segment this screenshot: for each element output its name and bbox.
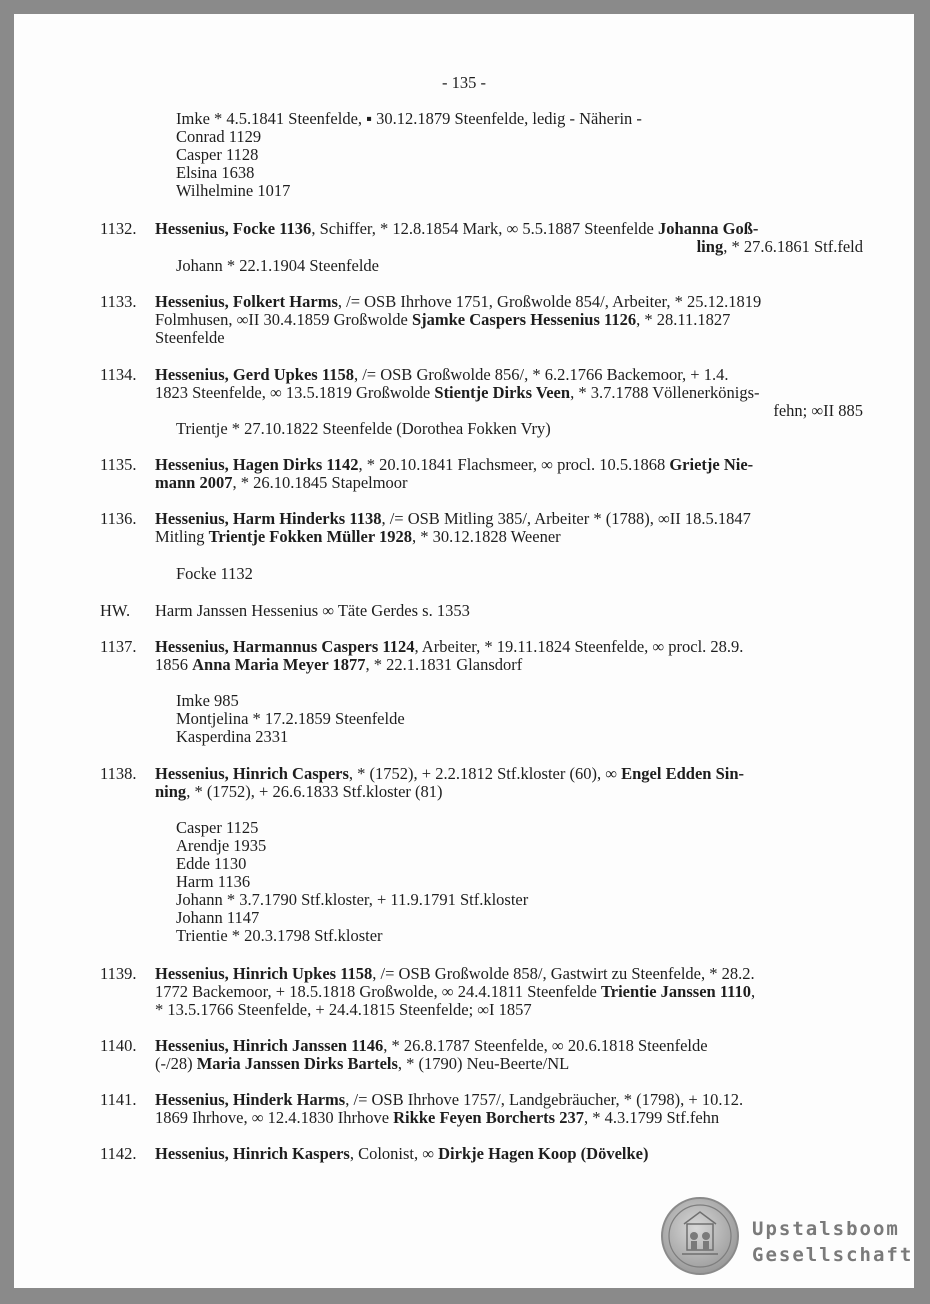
spouse-name: Maria Janssen Dirks Bartels: [196, 1054, 398, 1073]
entry-text: , Arbeiter, * 19.11.1824 Steenfelde, ∞ procl. 28.9.: [414, 637, 744, 656]
entry-number: 1132.: [100, 219, 137, 238]
spouse-name: Engel Edden Sin-: [621, 764, 745, 783]
person-name: Hessenius, Hinrich Kaspers: [155, 1144, 350, 1163]
entry-line: [155, 456, 753, 474]
entry-line: [155, 965, 755, 983]
entry-number: 1135.: [100, 455, 137, 474]
child-line: Trientie * 20.3.1798 Stf.kloster: [176, 926, 383, 945]
entry-text: (-/28): [155, 1054, 197, 1073]
entry-text: , * 4.3.1799 Stf.fehn: [583, 1108, 720, 1127]
document-page: [14, 14, 914, 1288]
spouse-name: Sjamke Caspers Hessenius 1126: [411, 310, 637, 329]
spouse-name: Dirkje Hagen Koop (Dövelke): [438, 1144, 649, 1163]
person-name: Hessenius, Hinderk Harms: [155, 1090, 346, 1109]
entry-text: , /= OSB Ihrhove 1751, Großwolde 854/, Arbeiter, * 25.12.1819: [337, 292, 762, 311]
entry-text: , * 30.12.1828 Weener: [411, 527, 561, 546]
spouse-name: Anna Maria Meyer 1877: [192, 655, 366, 674]
child-line: Trientje * 27.10.1822 Steenfelde (Dorothea Fokken Vry): [176, 419, 551, 438]
entry-text: , /= OSB Großwolde 858/, Gastwirt zu Steenfelde, * 28.2.: [372, 964, 755, 983]
entry-number: 1134.: [100, 365, 137, 384]
seal-icon: [660, 1196, 740, 1276]
entry-text: , /= OSB Mitling 385/, Arbeiter * (1788), ∞II 18.5.1847: [381, 509, 751, 528]
entry-line: [155, 1037, 708, 1055]
entry-number: 1140.: [100, 1036, 137, 1055]
entry-text: Mitling: [155, 527, 209, 546]
spouse-name: Grietje Nie-: [669, 455, 754, 474]
entry-number: 1141.: [100, 1090, 137, 1109]
child-line: Johann * 22.1.1904 Steenfelde: [176, 256, 380, 275]
child-line: Focke 1132: [176, 564, 253, 583]
child-line: Casper 1128: [176, 145, 259, 164]
spouse-name: Trientje Fokken Müller 1928: [208, 527, 412, 546]
entry-line: [155, 765, 744, 783]
child-line: Johann 1147: [176, 908, 260, 927]
entry-line: [155, 311, 730, 329]
person-name: Hessenius, Gerd Upkes 1158: [155, 365, 354, 384]
logo-line: Upstalsboom: [752, 1218, 900, 1240]
person-name: Hessenius, Hinrich Janssen 1146: [155, 1036, 384, 1055]
entry-text: , * (1752), + 26.6.1833 Stf.kloster (81): [186, 782, 443, 801]
person-name: Hessenius, Folkert Harms: [155, 292, 338, 311]
entry-line: [697, 238, 863, 256]
child-line: Casper 1125: [176, 818, 259, 837]
entry-number: 1136.: [100, 509, 137, 528]
child-line: Harm 1136: [176, 872, 251, 891]
entry-line: [155, 384, 760, 402]
entry-line: Imke * 4.5.1841 Steenfelde, ▪ 30.12.1879 Steenfelde, ledig - Näherin -: [176, 109, 642, 128]
entry-text: ,: [751, 982, 756, 1001]
entry-line: [155, 656, 522, 674]
child-line: Arendje 1935: [176, 836, 267, 855]
entry-number: 1142.: [100, 1144, 137, 1163]
entry-text: 1823 Steenfelde, ∞ 13.5.1819 Großwolde: [155, 383, 435, 402]
spouse-name: ning: [155, 782, 187, 801]
entry-line: fehn; ∞II 885: [773, 401, 863, 420]
entry-line: [155, 510, 751, 528]
person-name: Hessenius, Focke 1136: [155, 219, 312, 238]
entry-text: , * (1752), + 2.2.1812 Stf.kloster (60), ∞: [348, 764, 622, 783]
entry-number: HW.: [100, 601, 131, 620]
entry-number: 1138.: [100, 764, 137, 783]
entry-line: [155, 638, 743, 656]
entry-line: [155, 474, 408, 492]
child-line: Kasperdina 2331: [176, 727, 289, 746]
spouse-name: mann 2007: [155, 473, 233, 492]
entry-text: , * 28.11.1827: [636, 310, 731, 329]
entry-line: [155, 293, 761, 311]
person-name: Hessenius, Hinrich Caspers: [155, 764, 349, 783]
entry-line: [155, 783, 443, 801]
child-line: Elsina 1638: [176, 163, 255, 182]
spouse-name: Rikke Feyen Borcherts 237: [393, 1108, 584, 1127]
child-line: Johann * 3.7.1790 Stf.kloster, + 11.9.1791 Stf.kloster: [176, 890, 529, 909]
spouse-name: Trientie Janssen 1110: [600, 982, 752, 1001]
entry-text: , * 26.10.1845 Stapelmoor: [232, 473, 408, 492]
entry-line: [155, 1055, 569, 1073]
spouse-name: ling: [696, 237, 724, 256]
person-name: Hessenius, Hagen Dirks 1142: [155, 455, 359, 474]
child-line: Montjelina * 17.2.1859 Steenfelde: [176, 709, 405, 728]
page-number: - 135 -: [442, 73, 486, 92]
entry-line: [155, 220, 758, 238]
entry-text: , /= OSB Ihrhove 1757/, Landgebräucher, * (1798), + 10.12.: [345, 1090, 744, 1109]
entry-text: 1856: [155, 655, 193, 674]
person-name: Hessenius, Harmannus Caspers 1124: [155, 637, 415, 656]
child-line: Edde 1130: [176, 854, 247, 873]
spouse-name: Stientje Dirks Veen: [434, 383, 571, 402]
entry-line: [155, 1109, 719, 1127]
entry-text: , * 3.7.1788 Völlenerkönigs-: [570, 383, 760, 402]
entry-text: , * 27.6.1861 Stf.feld: [723, 237, 863, 256]
entry-text: , /= OSB Großwolde 856/, * 6.2.1766 Backemoor, + 1.4.: [353, 365, 729, 384]
entry-text: 1772 Backemoor, + 18.5.1818 Großwolde, ∞ 24.4.1811 Steenfelde: [155, 982, 601, 1001]
logo-line: Gesellschaft: [752, 1244, 914, 1266]
entry-text: , * 22.1.1831 Glansdorf: [365, 655, 523, 674]
entry-line: * 13.5.1766 Steenfelde, + 24.4.1815 Steenfelde; ∞I 1857: [155, 1000, 532, 1019]
entry-text: , Colonist, ∞: [349, 1144, 439, 1163]
entry-text: , * 26.8.1787 Steenfelde, ∞ 20.6.1818 Steenfelde: [383, 1036, 708, 1055]
entry-line: [155, 528, 561, 546]
person-name: Hessenius, Harm Hinderks 1138: [155, 509, 382, 528]
child-line: Conrad 1129: [176, 127, 262, 146]
entry-line: Steenfelde: [155, 328, 225, 347]
entry-line: [155, 983, 755, 1001]
entry-text: 1869 Ihrhove, ∞ 12.4.1830 Ihrhove: [155, 1108, 394, 1127]
entry-text: Folmhusen, ∞II 30.4.1859 Großwolde: [155, 310, 412, 329]
entry-number: 1137.: [100, 637, 137, 656]
entry-text: , Schiffer, * 12.8.1854 Mark, ∞ 5.5.1887 Steenfelde: [311, 219, 659, 238]
entry-line: [155, 1145, 649, 1163]
text-layer: [14, 14, 914, 1288]
entry-number: 1139.: [100, 964, 137, 983]
entry-text: , * 20.10.1841 Flachsmeer, ∞ procl. 10.5.1868: [358, 455, 670, 474]
person-name: Hessenius, Hinrich Upkes 1158: [155, 964, 373, 983]
child-line: Wilhelmine 1017: [176, 181, 291, 200]
entry-line: [155, 366, 728, 384]
entry-line: [155, 1091, 743, 1109]
spouse-name: Johanna Goß-: [658, 219, 759, 238]
entry-number: 1133.: [100, 292, 137, 311]
entry-text: , * (1790) Neu-Beerte/NL: [397, 1054, 570, 1073]
entry-line: Harm Janssen Hessenius ∞ Täte Gerdes s. 1353: [155, 601, 470, 620]
child-line: Imke 985: [176, 691, 239, 710]
